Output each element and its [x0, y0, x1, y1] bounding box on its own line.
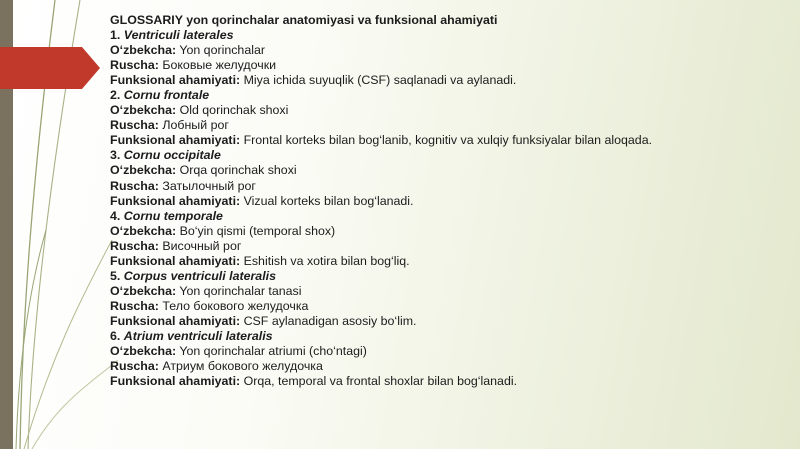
glossary-entry [110, 88, 780, 148]
glossary-content [110, 13, 780, 389]
entry-function: Funksional ahamiyati: Eshitish va xotira bilan bog‘liq. [110, 253, 410, 268]
entry-russian: Ruscha: Височный рог [110, 238, 242, 253]
entry-heading: 1. Ventriculi laterales [110, 28, 234, 43]
entry-russian: Ruscha: Тело бокового желудочка [110, 298, 309, 313]
entry-uzbek: O‘zbekcha: Old qorinchak shoxi [110, 103, 289, 118]
red-arrow-shape [0, 47, 100, 89]
entry-uzbek: O‘zbekcha: Bo‘yin qismi (temporal shox) [110, 223, 336, 238]
glossary-entry [110, 269, 780, 329]
entry-uzbek: O‘zbekcha: Yon qorinchalar [110, 43, 265, 58]
glossary-title: GLOSSARIY yon qorinchalar anatomiyasi va funksional ahamiyati [110, 13, 498, 27]
glossary-entry [110, 329, 780, 389]
entry-function: Funksional ahamiyati: Orqa, temporal va frontal shoxlar bilan bog‘lanadi. [110, 374, 518, 389]
entry-function: Funksional ahamiyati: Vizual korteks bilan bog‘lanadi. [110, 193, 414, 208]
entry-heading: 2. Cornu frontale [110, 88, 210, 103]
entry-uzbek: O‘zbekcha: Yon qorinchalar tanasi [110, 283, 302, 298]
entry-heading: 4. Cornu temporale [110, 208, 223, 223]
entry-russian: Ruscha: Боковые желудочки [110, 58, 277, 73]
glossary-entries [110, 28, 780, 389]
entry-function: Funksional ahamiyati: Miya ichida suyuqlik (CSF) saqlanadi va aylanadi. [110, 73, 517, 88]
glossary-entry [110, 209, 780, 269]
glossary-entry [110, 148, 780, 208]
entry-function: Funksional ahamiyati: CSF aylanadigan asosiy bo‘lim. [110, 313, 417, 328]
entry-russian: Ruscha: Затылочный рог [110, 178, 256, 193]
entry-uzbek: O‘zbekcha: Yon qorinchalar atriumi (cho‘ntagi) [110, 344, 367, 359]
entry-heading: 6. Atrium ventriculi lateralis [110, 328, 273, 343]
glossary-entry [110, 28, 780, 88]
entry-russian: Ruscha: Атриум бокового желудочка [110, 359, 323, 374]
entry-russian: Ruscha: Лобный рог [110, 118, 229, 133]
entry-heading: 3. Cornu occipitale [110, 148, 221, 163]
entry-heading: 5. Corpus ventriculi lateralis [110, 268, 276, 283]
entry-uzbek: O‘zbekcha: Orqa qorinchak shoxi [110, 163, 297, 178]
entry-function: Funksional ahamiyati: Frontal korteks bilan bog‘lanib, kognitiv va xulqiy funksiyalar bilan aloqada. [110, 133, 653, 148]
